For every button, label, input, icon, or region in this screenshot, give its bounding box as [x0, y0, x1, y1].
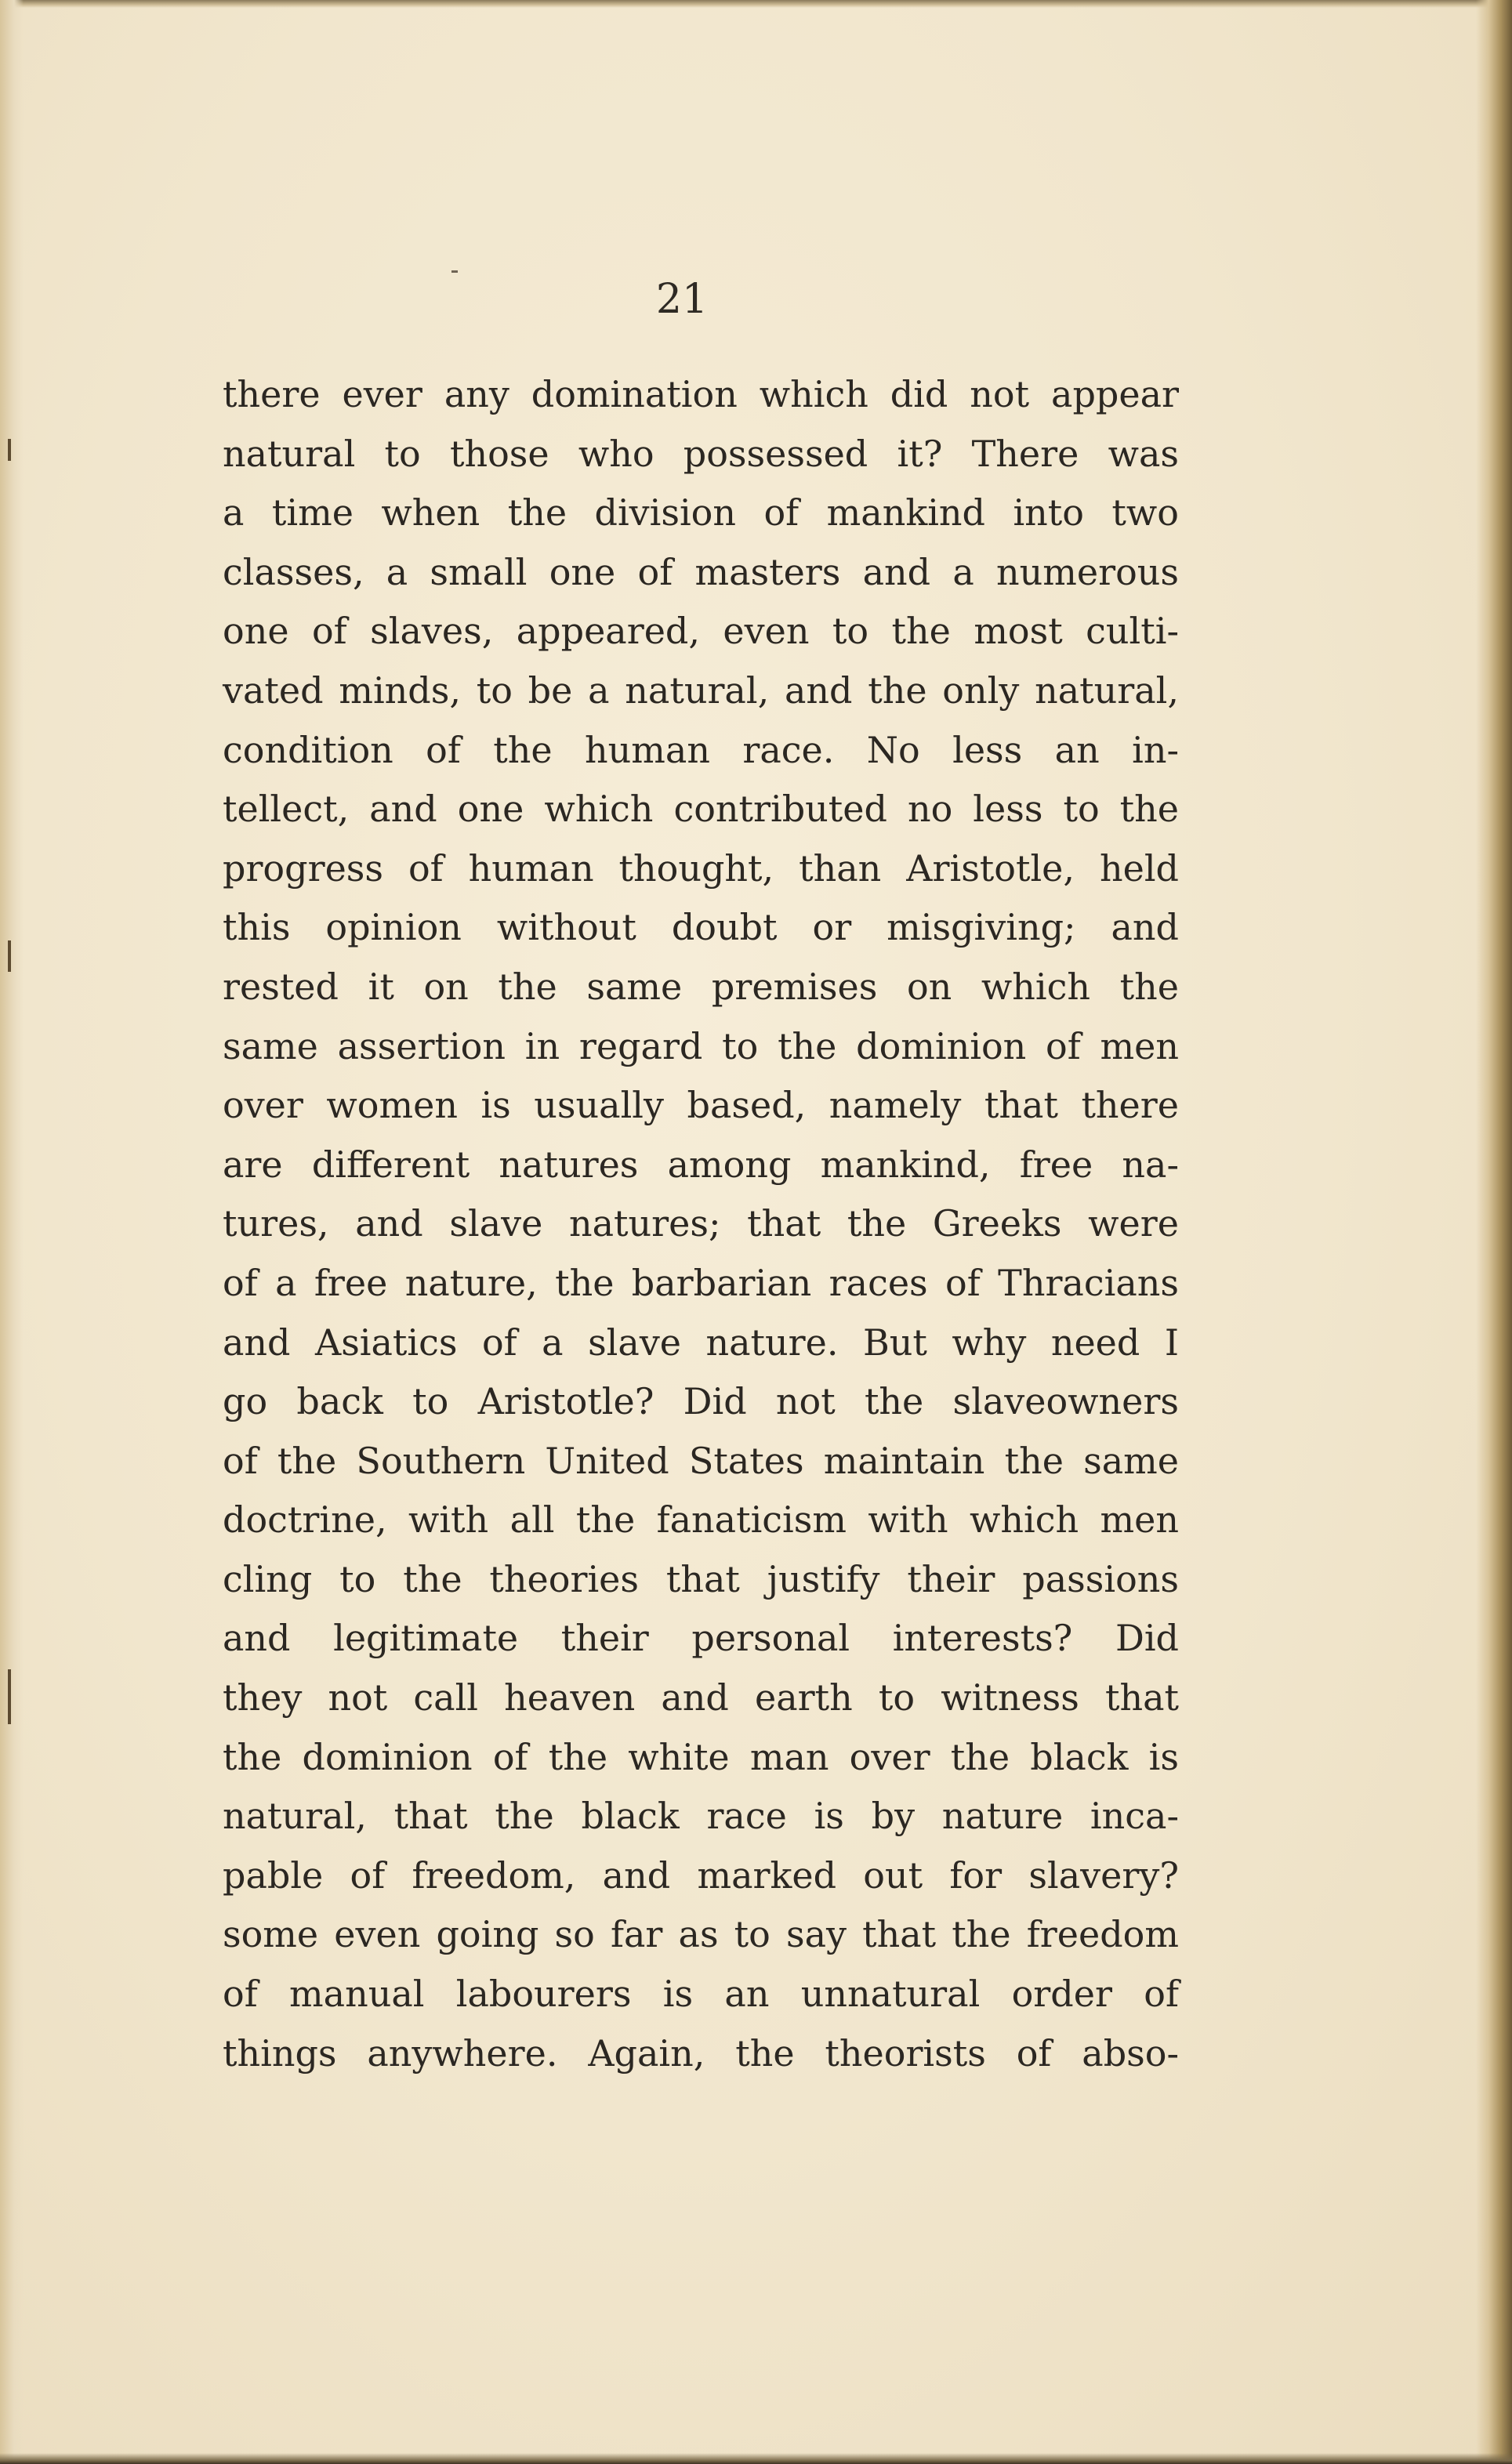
text-line: they not call heaven and earth to witness that [223, 1676, 1179, 1719]
text-line: tellect, and one which contributed no less to the [223, 788, 1179, 831]
text-line: of manual labourers is an unnatural order of [223, 1973, 1179, 2016]
text-line: over women is usually based, namely that there [223, 1084, 1179, 1127]
margin-mark [8, 439, 11, 461]
page-number: 21 [655, 276, 709, 323]
text-line: natural, that the black race is by nature inca- [223, 1795, 1179, 1838]
text-line: things anywhere. Again, the theorists of abso- [223, 2031, 1179, 2074]
text-line: vated minds, to be a natural, and the only natural, [223, 669, 1179, 712]
text-line: one of slaves, appeared, even to the most culti- [223, 610, 1179, 653]
text-line: progress of human thought, than Aristotle, held [223, 846, 1179, 890]
text-line: are different natures among mankind, free na- [223, 1143, 1179, 1186]
text-line: some even going so far as to say that the freedom [223, 1913, 1179, 1956]
text-line: a time when the division of mankind into two [223, 491, 1179, 534]
text-line: tures, and slave natures; that the Greeks were [223, 1202, 1179, 1245]
text-line: and Asiatics of a slave nature. But why need I [223, 1321, 1179, 1364]
text-line: rested it on the same premises on which the [223, 965, 1179, 1008]
page-top-edge [0, 0, 1512, 8]
text-line: natural to those who possessed it? There was [223, 432, 1179, 475]
page-left-edge [0, 0, 24, 2464]
text-line: this opinion without doubt or misgiving; and [223, 906, 1179, 949]
book-binding-edge [1476, 0, 1512, 2464]
text-line: go back to Aristotle? Did not the slaveowners [223, 1380, 1179, 1423]
margin-mark [8, 1669, 11, 1724]
text-line: cling to the theories that justify their passions [223, 1557, 1179, 1600]
text-line: pable of freedom, and marked out for slavery? [223, 1853, 1179, 1897]
text-line: of the Southern United States maintain the same [223, 1439, 1179, 1482]
page-bottom-edge [0, 2453, 1512, 2464]
stray-mark [451, 270, 458, 273]
text-line: same assertion in regard to the dominion of men [223, 1024, 1179, 1067]
text-line: of a free nature, the barbarian races of Thracians [223, 1261, 1179, 1304]
text-line: condition of the human race. No less an in- [223, 728, 1179, 771]
text-line: classes, a small one of masters and a numerous [223, 550, 1179, 593]
text-line: the dominion of the white man over the black is [223, 1735, 1179, 1778]
text-line: doctrine, with all the fanaticism with which men [223, 1498, 1179, 1542]
text-line: there ever any domination which did not appear [223, 373, 1179, 415]
margin-mark [8, 940, 11, 972]
body-text [223, 365, 1179, 2083]
text-line: and legitimate their personal interests? Did [223, 1617, 1179, 1660]
